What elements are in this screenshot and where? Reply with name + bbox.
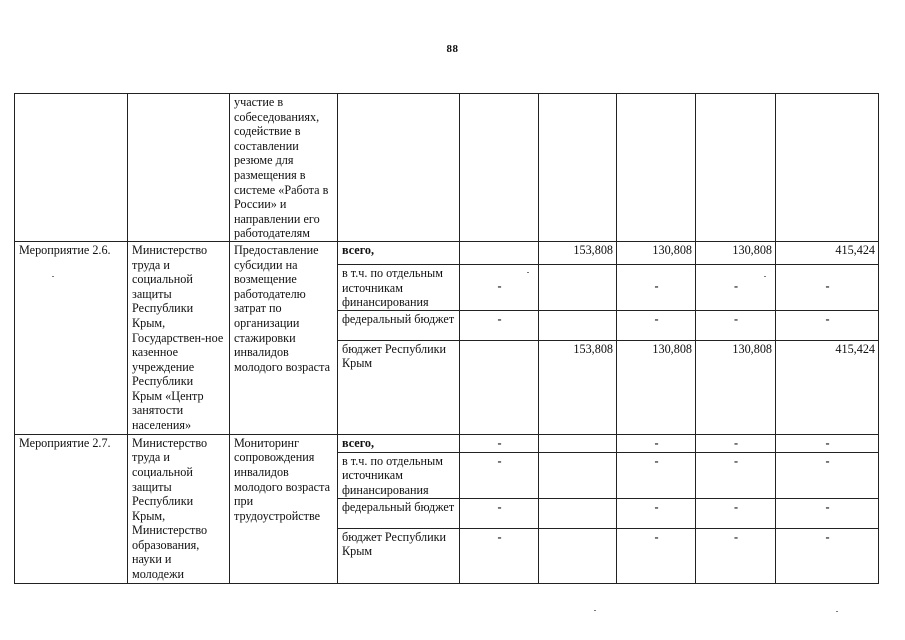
source-cell: всего, (338, 241, 460, 264)
value-cell: - (460, 264, 539, 310)
value-cell: 415,424 (776, 241, 879, 264)
value-cell: - (776, 452, 879, 498)
value-cell (460, 241, 539, 264)
value-cell: - (460, 452, 539, 498)
value-cell (539, 452, 617, 498)
description-cell: Предоставление субсидии на возмещение работодателю затрат по организации стажировки инвалидов молодого возраста (230, 241, 338, 434)
value-cell: - (696, 310, 776, 340)
value-cell: - (696, 498, 776, 528)
value-cell: - (617, 434, 696, 452)
source-cell: федеральный бюджет (338, 498, 460, 528)
value-cell: - (696, 528, 776, 583)
value-cell: 130,808 (696, 340, 776, 434)
value-cell: 415,424 (776, 340, 879, 434)
value-cell (460, 340, 539, 434)
value-cell: 130,808 (617, 241, 696, 264)
source-cell: в т.ч. по отдельным источникам финансирования (338, 452, 460, 498)
value-cell: - (460, 498, 539, 528)
event-name-cell (15, 94, 128, 242)
scan-speck (52, 276, 54, 277)
value-cell: - (776, 498, 879, 528)
value-cell: - (776, 264, 879, 310)
executor-cell: Министерство труда и социальной защиты Республики Крым, Государствен-ное казенное учреждение Республики Крым «Центр занятости населения» (128, 241, 230, 434)
value-cell: 130,808 (617, 340, 696, 434)
value-cell: - (696, 434, 776, 452)
value-cell (539, 310, 617, 340)
event-name-cell: Мероприятие 2.7. (15, 434, 128, 583)
value-cell: - (696, 452, 776, 498)
value-cell: - (460, 310, 539, 340)
source-cell (338, 94, 460, 242)
continuation-row (15, 94, 879, 242)
value-cell: - (617, 498, 696, 528)
value-cell (539, 528, 617, 583)
value-cell: - (776, 434, 879, 452)
value-cell (776, 94, 879, 242)
scan-speck (527, 272, 529, 273)
value-cell: 153,808 (539, 340, 617, 434)
value-cell (539, 434, 617, 452)
value-cell: - (617, 310, 696, 340)
value-cell: - (776, 310, 879, 340)
page-number: 88 (446, 43, 459, 55)
source-cell: бюджет Республики Крым (338, 340, 460, 434)
source-cell: в т.ч. по отдельным источникам финансирования (338, 264, 460, 310)
budget-table (14, 93, 879, 584)
source-cell: бюджет Республики Крым (338, 528, 460, 583)
value-cell (696, 94, 776, 242)
value-cell: - (776, 528, 879, 583)
value-cell: - (617, 264, 696, 310)
value-cell: - (617, 452, 696, 498)
table-row (15, 434, 879, 452)
value-cell (539, 94, 617, 242)
value-cell: - (460, 434, 539, 452)
value-cell: - (696, 264, 776, 310)
table-row (15, 241, 879, 264)
executor-cell (128, 94, 230, 242)
value-cell (617, 94, 696, 242)
description-cell: участие в собеседованиях, содействие в составлении резюме для размещения в системе «Работа в России» и направлении его работодателям (230, 94, 338, 242)
value-cell: 153,808 (539, 241, 617, 264)
source-cell: всего, (338, 434, 460, 452)
value-cell: - (617, 528, 696, 583)
source-cell: федеральный бюджет (338, 310, 460, 340)
value-cell (460, 94, 539, 242)
value-cell: - (460, 528, 539, 583)
value-cell (539, 264, 617, 310)
executor-cell: Министерство труда и социальной защиты Республики Крым, Министерство образования, науки и молодежи (128, 434, 230, 583)
scan-speck (836, 611, 838, 612)
scan-speck (764, 276, 766, 277)
description-cell: Мониторинг сопровождения инвалидов молодого возраста при трудоустройстве (230, 434, 338, 583)
scan-speck (594, 610, 596, 611)
value-cell (539, 498, 617, 528)
value-cell: 130,808 (696, 241, 776, 264)
event-name-cell: Мероприятие 2.6. (15, 241, 128, 434)
